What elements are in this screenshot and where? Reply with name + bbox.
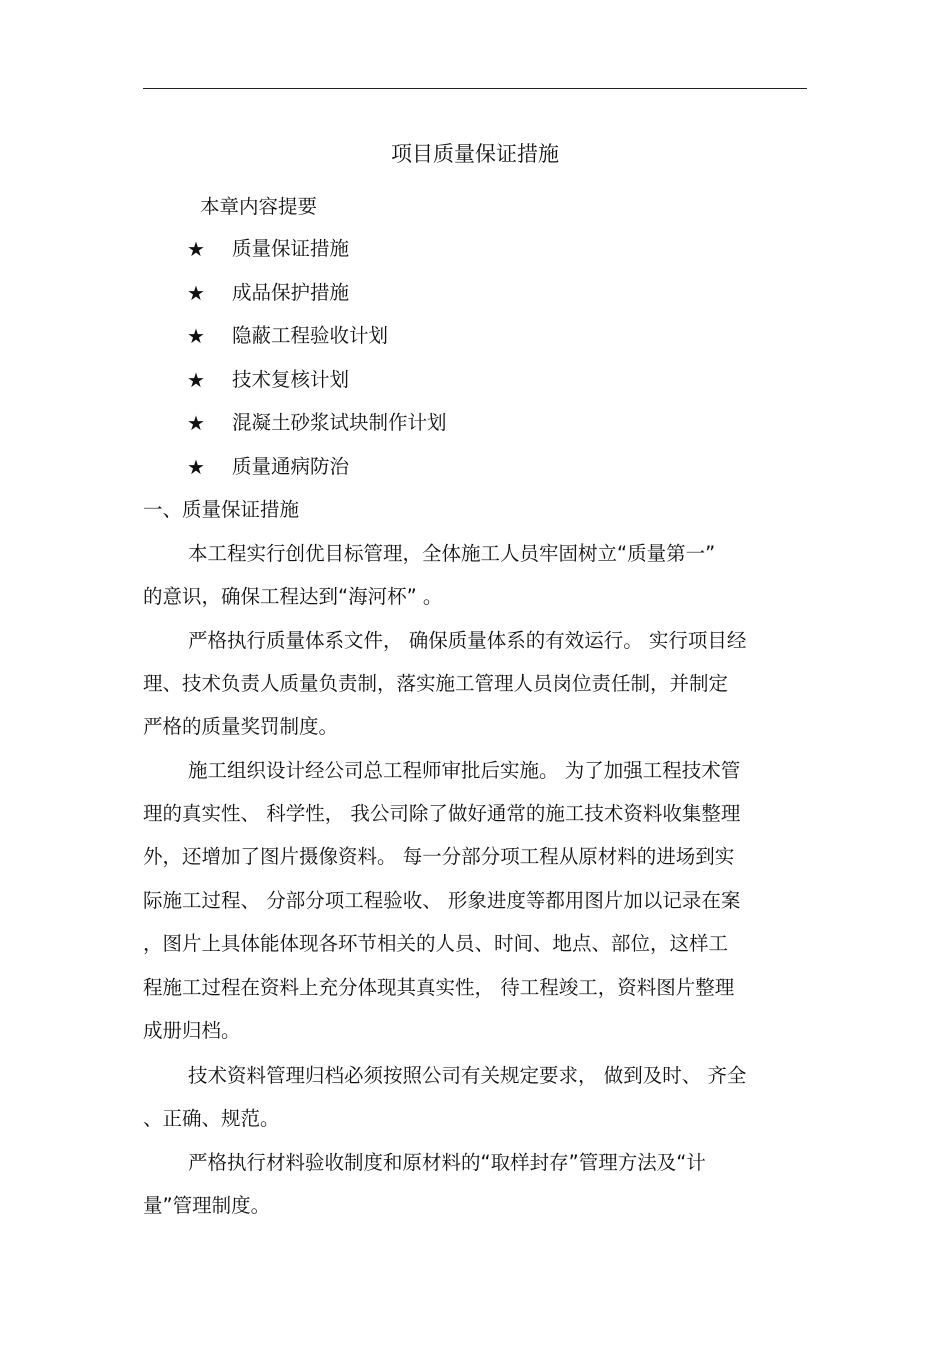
bullet-item: 技术复核计划: [232, 368, 350, 391]
bullet-item: 混凝土砂浆试块制作计划: [232, 411, 447, 434]
body-line: 程施工过程在资料上充分体现其真实性， 待工程竣工，资料图片整理: [143, 976, 735, 999]
body-line: ，图片上具体能体现各环节相关的人员、时间、地点、部位，这样工: [143, 932, 729, 955]
body-line: 的意识，确保工程达到“海河杯” 。: [143, 585, 443, 608]
body-line: 严格的质量奖罚制度。: [143, 715, 339, 738]
star-icon: ★: [187, 281, 205, 305]
body-line: 成册归档。: [143, 1019, 241, 1042]
header-rule: [143, 88, 807, 89]
body-line: 理的真实性、 科学性， 我公司除了做好通常的施工技术资料收集整理: [143, 802, 741, 825]
page-title: 项目质量保证措施: [391, 142, 559, 166]
bullet-item: 质量保证措施: [232, 237, 350, 260]
body-line: 严格执行质量体系文件， 确保质量体系的有效运行。 实行项目经: [188, 629, 747, 652]
bullet-item: 质量通病防治: [232, 455, 350, 478]
body-line: 本工程实行创优目标管理，全体施工人员牢固树立“质量第一”: [188, 542, 716, 565]
body-line: 量”管理制度。: [143, 1194, 271, 1217]
star-icon: ★: [187, 411, 205, 435]
bullet-item: 成品保护措施: [232, 281, 350, 304]
star-icon: ★: [187, 368, 205, 392]
section-heading: 一、质量保证措施: [143, 498, 300, 521]
body-line: 际施工过程、 分部分项工程验收、 形象进度等都用图片加以记录在案: [143, 889, 741, 912]
star-icon: ★: [187, 324, 205, 348]
body-line: 、正确、规范。: [143, 1107, 280, 1130]
bullet-item: 隐蔽工程验收计划: [232, 324, 389, 347]
body-line: 施工组织设计经公司总工程师审批后实施。 为了加强工程技术管: [188, 759, 741, 782]
summary-heading: 本章内容提要: [200, 195, 318, 218]
body-line: 技术资料管理归档必须按照公司有关规定要求， 做到及时、 齐全: [188, 1064, 747, 1087]
body-line: 严格执行材料验收制度和原材料的“取样封存”管理方法及“计: [188, 1151, 706, 1174]
body-line: 理、技术负责人质量负责制，落实施工管理人员岗位责任制，并制定: [143, 672, 729, 695]
star-icon: ★: [187, 237, 205, 261]
star-icon: ★: [187, 455, 205, 479]
body-line: 外，还增加了图片摄像资料。 每一分部分项工程从原材料的进场到实: [143, 845, 735, 868]
